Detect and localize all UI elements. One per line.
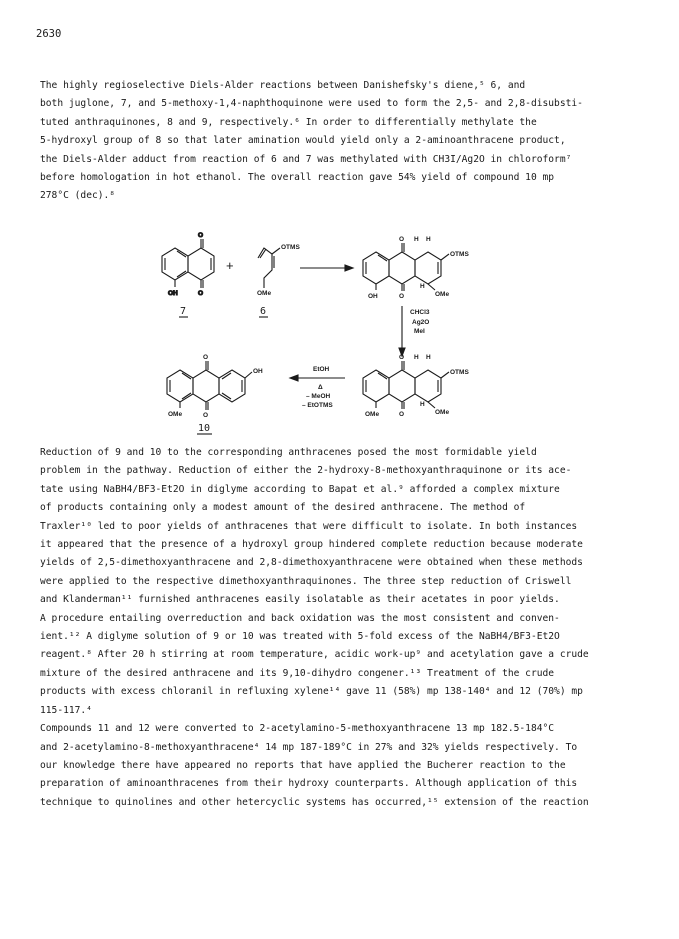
text-line: Traxler¹⁰ led to poor yields of anthracenes that were difficult to isolate. In both instances [40,520,578,532]
reagent-chloroform: CHCl3 [410,309,430,316]
label-oxygen: O [399,411,405,418]
plus-sign: + [226,258,234,273]
label-oxygen: O [198,232,204,239]
text-line: of products containing only a modest amount of the desired anthracene. The method of [40,502,526,514]
text-line: products with excess chloranil in refluxing xylene¹⁴ gave 11 (58%) mp 138-140⁴ and 12 (70%) mp [40,686,583,698]
text-line: were applied to the respective dimethoxyanthraquinones. The three step reduction of Criswell [40,575,572,587]
label-hydrogen: H [426,354,431,361]
text-line: technique to quinolines and other hetercyclic systems has occurred,¹⁵ extension of the reaction [40,796,589,808]
text-line: both juglone, 7, and 5-methoxy-1,4-naphthoquinone were used to form the 2,5- and 2,8-disubsti- [40,98,583,110]
compound-number-7: 7 [180,306,187,317]
text-line: our knowledge there have appeared no reports that have applied the Bucherer reaction to the [40,759,566,771]
text-line: tuted anthraquinones, 8 and 9, respectively.⁶ In order to differentially methylate the [40,116,537,128]
label-methoxy: OMe [168,411,183,418]
label-hydrogen: H [420,401,425,408]
structure-diels-alder-adduct [363,243,449,291]
label-otms: OTMS [450,369,469,376]
text-line: before homologation in hot ethanol. The overall reaction gave 54% yield of compound 10 mp [40,172,555,184]
text-line: problem in the pathway. Reduction of either the 2-hydroxy-8-methoxyanthraquinone or its ace- [40,465,572,477]
text-line: yields of 2,5-dimethoxyanthracene and 2,8-dimethoxyanthracene were obtained when these methods [40,557,583,569]
text-line: tate using NaBH4/BF3-Et2O in diglyme according to Bapat et al.⁹ afforded a complex mixture [40,483,560,495]
label-hydroxyl: OH [253,368,263,375]
structure-juglone [162,239,214,288]
label-hydrogen: H [420,283,425,290]
page-number: 2630 [36,28,62,40]
label-oxygen: O [399,293,405,300]
label-otms: OTMS [281,244,300,251]
compound-number-10: 10 [198,423,211,434]
text-line: The highly regioselective Diels-Alder reactions between Danishefsky's diene,⁵ 6, and [40,80,526,91]
text-line: 5-hydroxyl group of 8 so that later amination would yield only a 2-aminoanthracene product, [40,135,566,147]
label-methoxy: OMe [435,409,450,416]
paragraph-intro [40,77,652,206]
text-line: it appeared that the presence of a hydroxyl group hindered complete reduction because moderate [40,539,583,551]
label-hydrogen: H [414,236,419,243]
label-methoxy: OMe [365,411,380,418]
text-line: Reduction of 9 and 10 to the corresponding anthracenes posed the most formidable yield [40,447,537,458]
reagent-ethanol: EtOH [313,366,330,373]
label-oxygen: O [203,412,209,419]
text-line: 278°C (dec).⁸ [40,190,116,202]
label-oxygen: O [198,290,204,297]
reaction-scheme [140,226,520,436]
label-hydroxyl: OH [168,290,178,297]
text-line: mixture of the desired anthracene and its 9,10-dihydro congener.¹³ Treatment of the crude [40,667,555,679]
label-otms: OTMS [450,251,469,258]
byproduct-methanol: – MeOH [306,393,331,400]
structure-danishefsky-diene [258,248,280,288]
byproduct-etotms: – EtOTMS [302,402,333,409]
structure-methylated-adduct [363,361,449,409]
text-line: preparation of aminoanthracenes from their hydroxy counterparts. Although application of this [40,778,578,790]
label-hydrogen: H [414,354,419,361]
label-hydrogen: H [426,236,431,243]
text-line: ient.¹² A diglyme solution of 9 or 10 was treated with 5-fold excess of the NaBH4/BF3-Et2O [40,631,560,643]
label-oxygen: O [399,236,405,243]
text-line: A procedure entailing overreduction and back oxidation was the most consistent and conven- [40,612,560,624]
label-methoxy: OMe [257,290,272,297]
structure-compound-10 [167,361,252,410]
text-line: Compounds 11 and 12 were converted to 2-acetylamino-5-methoxyanthracene 13 mp 182.5-184°C [40,723,555,735]
heat-symbol: Δ [318,384,323,391]
text-line: and 2-acetylamino-8-methoxyanthracene⁴ 14 mp 187-189°C in 27% and 32% yields respectively. To [40,741,578,753]
text-line: the Diels-Alder adduct from reaction of 6 and 7 was methylated with CH3I/Ag2O in chloroform⁷ [40,153,572,165]
text-line: and Klanderman¹¹ furnished anthracenes easily isolatable as their acetates in poor yields. [40,594,560,606]
reagent-silver-oxide: Ag2O [412,319,430,326]
label-oxygen: O [399,354,405,361]
label-methoxy: OMe [435,291,450,298]
label-oxygen: O [203,354,209,361]
text-line: 115-117.⁴ [40,704,92,716]
compound-number-6: 6 [260,306,267,317]
paragraph-reduction [40,444,652,812]
text-line: reagent.⁸ After 20 h stirring at room temperature, acidic work-up⁹ and acetylation gave a crude [40,649,589,661]
reagent-methyl-iodide: MeI [414,328,425,335]
label-hydroxyl: OH [368,293,378,300]
